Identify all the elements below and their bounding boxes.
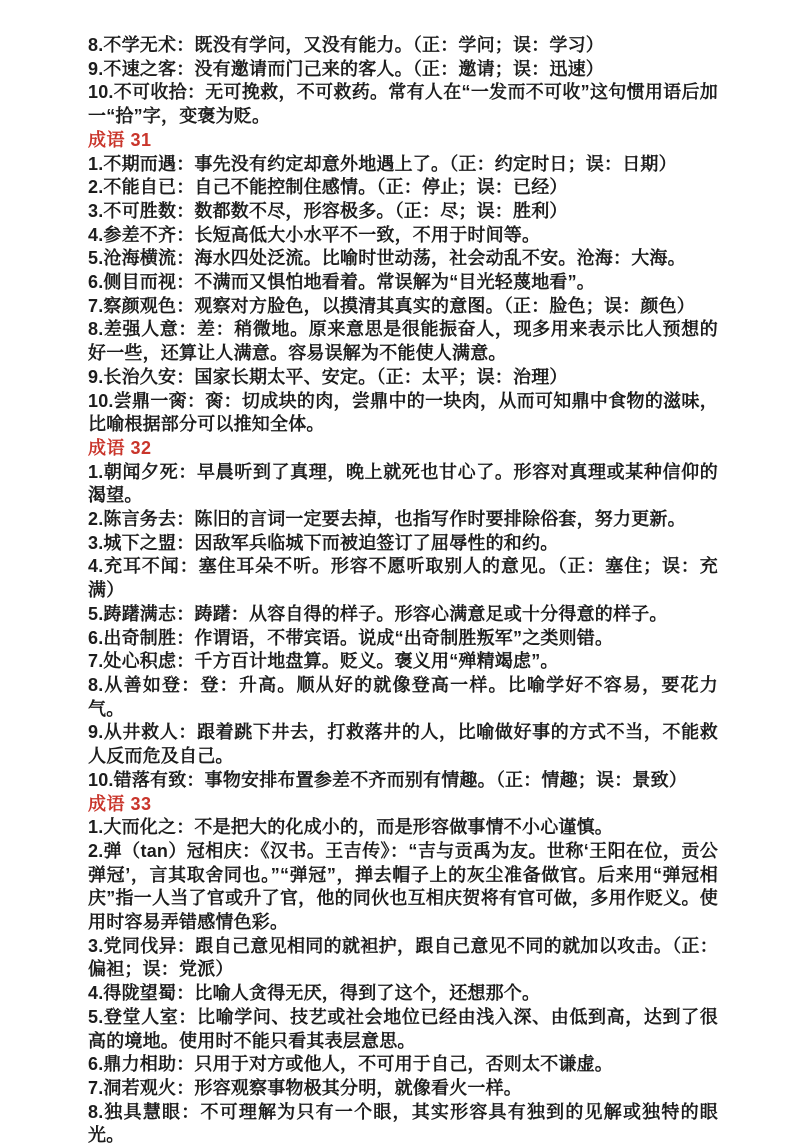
idiom-entry: 6.出奇制胜：作谓语，不带宾语。说成“出奇制胜叛军”之类则错。 [88, 627, 614, 648]
idiom-entry: 7.察颜观色：观察对方脸色，以摸清其真实的意图。（正：脸色；误：颜色） [88, 295, 696, 316]
idiom-entry: 5.沧海横流：海水四处泛流。比喻时世动荡，社会动乱不安。沧海：大海。 [88, 248, 686, 269]
idiom-entry: 6.侧目而视：不满而又惧怕地看着。常误解为“目光轻蔑地看”。 [88, 272, 596, 293]
idiom-entry: 8.不学无术：既没有学问，又没有能力。（正：学问；误：学习） [88, 35, 605, 55]
idiom-entry: 9.从井救人：跟着跳下井去，打救落井的人，比喻做好事的方式不当，不能救人反而危及自己。 [88, 722, 718, 767]
idiom-entry: 10.不可收拾：无可挽救，不可救药。常有人在“一发而不可收”这句惯用语后加一“拾”字，变褒为贬。 [88, 82, 718, 127]
section-heading-chengyu-32: 成语 32 [88, 437, 152, 458]
idiom-entry: 9.长治久安：国家长期太平、安定。（正：太平；误：治理） [88, 366, 568, 387]
idiom-entry: 3.不可胜数：数都数不尽，形容极多。（正：尽；误：胜利） [88, 200, 568, 221]
idiom-entry: 1.朝闻夕死：早晨听到了真理，晚上就死也甘心了。形容对真理或某种信仰的渴望。 [88, 461, 718, 506]
idiom-entry: 6.鼎力相助：只用于对方或他人，不可用于自己，否则太不谦虚。 [88, 1054, 614, 1075]
idiom-entry: 5.登堂人室：比喻学问、技艺或社会地位已经由浅入深、由低到高，达到了很高的境地。使用时不能只看其表层意思。 [88, 1006, 718, 1051]
document-content [88, 34, 718, 1147]
idiom-entry: 1.不期而遇：事先没有约定却意外地遇上了。（正：约定时日；误：日期） [88, 153, 677, 174]
idiom-entry: 3.城下之盟：因敌军兵临城下而被迫签订了屈辱性的和约。 [88, 532, 559, 553]
idiom-entry: 5.踌躇满志：踌躇：从容自得的样子。形容心满意足或十分得意的样子。 [88, 603, 668, 624]
idiom-entry: 7.洞若观火：形容观察事物极其分明，就像看火一样。 [88, 1077, 523, 1098]
section-heading-chengyu-31: 成语 31 [88, 129, 152, 150]
idiom-entry: 4.充耳不闻：塞住耳朵不听。形容不愿听取别人的意见。（正：塞住；误：充满） [88, 556, 718, 601]
section-heading-chengyu-33: 成语 33 [88, 793, 152, 814]
idiom-entry: 2.陈言务去：陈旧的言词一定要去掉，也指写作时要排除俗套，努力更新。 [88, 509, 686, 530]
idiom-entry: 8.差强人意：差：稍微地。原来意思是很能振奋人，现多用来表示比人预想的好一些，还算让人满意。容易误解为不能使人满意。 [88, 319, 718, 364]
idiom-entry: 3.党同伐异：跟自己意见相同的就袒护，跟自己意见不同的就加以攻击。（正：偏袒；误：党派） [88, 935, 718, 980]
idiom-entry: 7.处心积虑：千方百计地盘算。贬义。褒义用“殚精竭虑”。 [88, 651, 559, 672]
idiom-entry: 4.参差不齐：长短高低大小水平不一致，不用于时间等。 [88, 224, 541, 245]
idiom-entry: 1.大而化之：不是把大的化成小的，而是形容做事情不小心谨慎。 [88, 817, 614, 838]
idiom-entry: 2.不能自已：自己不能控制住感情。（正：停止；误：已经） [88, 177, 568, 198]
idiom-entry: 8.从善如登：登：升高。顺从好的就像登高一样。比喻学好不容易，要花力气。 [88, 674, 718, 719]
idiom-entry: 10.错落有致：事物安排布置参差不齐而别有情趣。（正：情趣；误：景致） [88, 769, 688, 790]
idiom-entry: 4.得陇望蜀：比喻人贪得无厌，得到了这个，还想那个。 [88, 983, 541, 1004]
idiom-entry: 10.尝鼎一脔：脔：切成块的肉，尝鼎中的一块肉，从而可知鼎中食物的滋味，比喻根据部分可以推知全体。 [88, 390, 718, 435]
idiom-entry: 9.不速之客：没有邀请而门己来的客人。（正：邀请；误：迅速） [88, 58, 605, 79]
idiom-entry: 8.独具慧眼：不可理解为只有一个眼，其实形容具有独到的见解或独特的眼光。 [88, 1101, 718, 1146]
idiom-entry: 2.弹（tan）冠相庆：《汉书。王吉传》：“吉与贡禹为友。世称‘王阳在位，贡公弹冠’，言其取舍同也。”“弹冠”，掸去帽子上的灰尘准备做官。后来用“弹冠相庆”指一人当了官或升了官，他的同伙也互相庆贺将有官可做，多用作贬义。使用时容易弄错感情色彩。 [88, 840, 718, 933]
